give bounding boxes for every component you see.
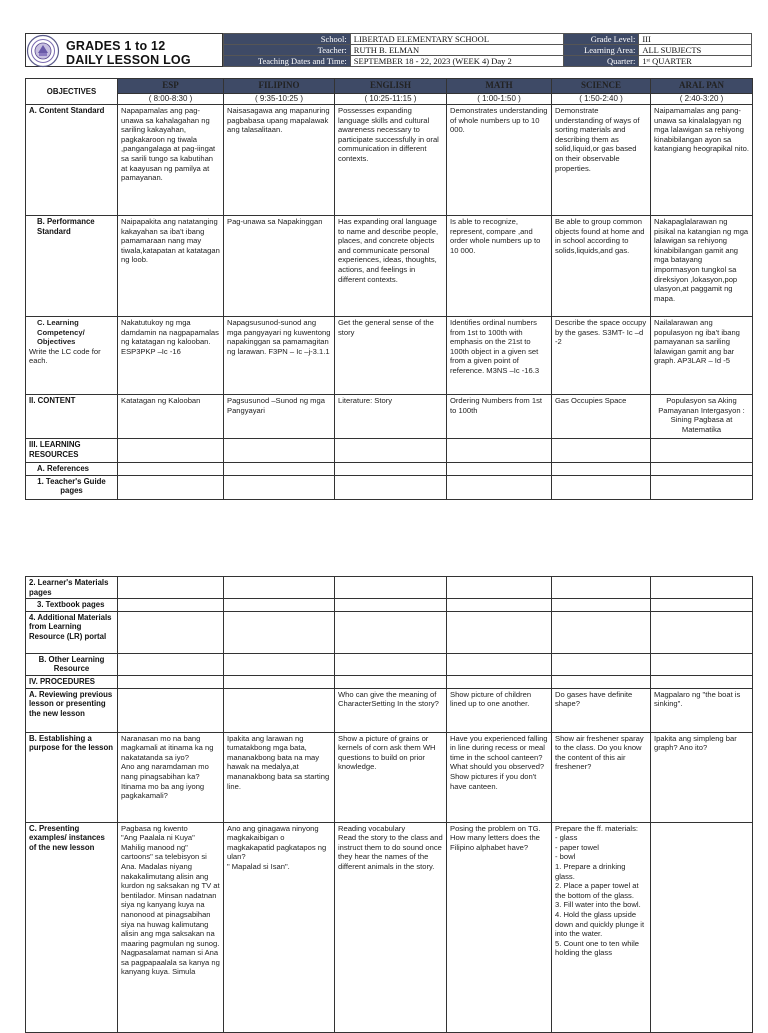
table-cell: Prepare the ff. materials: - glass - paper towel - bowl 1. Prepare a drinking glass. 2. Place a paper towel at the bottom of the glass. 3. Fill water into the bowl. 4. Hold the glass upside down and quickly plunge it into the water. 5. Count one to ten while holding the glass (552, 822, 651, 1032)
empty-cell (335, 653, 447, 675)
grade-level-label: Grade Level: (564, 34, 639, 45)
table-cell: Populasyon sa Aking Pamayanan Intergasyon : Sining Pagbasa at Matematika (651, 395, 753, 439)
empty-cell (447, 653, 552, 675)
row-label (26, 599, 118, 612)
learners-materials-row (26, 577, 753, 599)
row-label: A. Content Standard (26, 105, 118, 216)
empty-cell (224, 475, 335, 499)
table-cell: Identifies ordinal numbers from 1st to 100th with emphasis on the 21st to 100th object in a given set from a given point of reference. M3NS –Ic -16.3 (447, 317, 552, 395)
table-cell: Naipamamalas ang pang-unawa sa kinalalagyan ng mga lalawigan sa rehiyong kinabibilangan ayon sa katangiang heograpikal nito. (651, 105, 753, 216)
teaching-dates-label: Teaching Dates and Time: (224, 56, 351, 67)
empty-cell (118, 439, 224, 463)
empty-cell (651, 439, 753, 463)
content-standard-row (26, 105, 753, 216)
empty-cell (118, 611, 224, 653)
competency-row (26, 317, 753, 395)
empty-cell (224, 611, 335, 653)
table-cell: Ipakita ang simpleng bar graph? Ano ito? (651, 732, 753, 822)
performance-standard-row (26, 216, 753, 317)
empty-cell (651, 475, 753, 499)
references-row (26, 463, 753, 476)
row-label (26, 317, 118, 395)
empty-cell (118, 475, 224, 499)
table-cell: Get the general sense of the story (335, 317, 447, 395)
empty-cell (447, 463, 552, 476)
row-label: C. Presenting examples/ instances of the new lesson (26, 822, 118, 1032)
empty-cell (224, 577, 335, 599)
table-cell: Napagsusunod-sunod ang mga pangyayari ng kuwentong napakinggan sa pamamagitan ng larawan. F3PN – Ic –j-3.1.1 (224, 317, 335, 395)
table-cell (118, 688, 224, 732)
time-aral-pan: ( 2:40-3:20 ) (651, 94, 753, 105)
table-cell: Nailalarawan ang populasyon ng iba't ibang pamayanan sa sariling lalawigan gamit ang bar graph. AP3LAR – Id -5 (651, 317, 753, 395)
other-resources-row (26, 653, 753, 675)
objectives-header: OBJECTIVES (26, 79, 118, 105)
school-value: LIBERTAD ELEMENTARY SCHOOL (350, 34, 564, 45)
table-cell: Naipapakita ang natatanging kakayahan sa iba't ibang pamamaraan nang may tiwala,katapatan at katatagan ng loob. (118, 216, 224, 317)
row-label: II. CONTENT (26, 395, 118, 439)
empty-cell (552, 463, 651, 476)
empty-cell (224, 675, 335, 688)
table-cell: Pagbasa ng kwento "Ang Paalala ni Kuya" Mahilig manood ng" cartoons" sa telebisyon si Ana. Madalas niyang nakakalimutang alisin ang kurdon ng saksakan ng TV at bentilador. Minsan nadatnan siya ng kanyang kuya na nanonood at pinagsabihan siya na huwag kalimutang alisin ang mga saksakan na maaring pagmulan ng sunog. Nagpasalamat naman si Ana sa pagpapaalala sa kanya ng kanyang kuya. Simula (118, 822, 224, 1032)
empty-cell (224, 599, 335, 612)
subject-esp: ESP (118, 79, 224, 94)
table-cell: Demonstrates understanding of whole numbers up to 10 000. (447, 105, 552, 216)
title-grades: GRADES 1 to 12 (66, 39, 166, 53)
deped-seal-icon (26, 34, 60, 68)
empty-cell (118, 653, 224, 675)
table-cell (224, 688, 335, 732)
empty-cell (224, 439, 335, 463)
time-filipino: ( 9:35-10:25 ) (224, 94, 335, 105)
empty-cell (335, 577, 447, 599)
quarter-value: 1ˢᵗ QUARTER (639, 56, 752, 67)
presenting-examples-row (26, 822, 753, 1032)
table-cell: Reading vocabulary Read the story to the class and instruct them to do sound once they hear the names of the different animals in the story. (335, 822, 447, 1032)
table-cell: Show a picture of grains or kernels of corn ask them WH questions to build on prior knowledge. (335, 732, 447, 822)
subject-math: MATH (447, 79, 552, 94)
table-cell: Posing the problem on TG. How many letters does the Filipino alphabet have? (447, 822, 552, 1032)
empty-cell (552, 475, 651, 499)
table-cell: Who can give the meaning of CharacterSetting In the story? (335, 688, 447, 732)
empty-cell (335, 599, 447, 612)
table-cell: Show air freshener sparay to the class. Do you know the content of this air freshener? (552, 732, 651, 822)
title-box (25, 33, 223, 67)
empty-cell (651, 675, 753, 688)
row-label: B. Other Learning Resource (26, 653, 118, 675)
table-cell: Gas Occupies Space (552, 395, 651, 439)
table-cell: Do gases have definite shape? (552, 688, 651, 732)
lc-code-note: Write the LC code for each. (29, 346, 101, 366)
empty-cell (447, 675, 552, 688)
time-english: ( 10:25-11:15 ) (335, 94, 447, 105)
teacher-label: Teacher: (224, 45, 351, 56)
table-cell: Nakatutukoy ng mga damdamin na nagpapamalas ng katatagan ng kalooban. ESP3PKP –Ic -16 (118, 317, 224, 395)
learning-area-value: ALL SUBJECTS (639, 45, 752, 56)
teachers-guide-row (26, 475, 753, 499)
empty-cell (651, 653, 753, 675)
empty-cell (335, 439, 447, 463)
teaching-dates-value: SEPTEMBER 18 - 22, 2023 (WEEK 4) Day 2 (350, 56, 564, 67)
row-label: A. Reviewing previous lesson or presenting the new lesson (26, 688, 118, 732)
empty-cell (447, 439, 552, 463)
row-label (26, 216, 118, 317)
establishing-purpose-row (26, 732, 753, 822)
table-cell: Show picture of children lined up to one another. (447, 688, 552, 732)
empty-cell (552, 577, 651, 599)
empty-cell (447, 475, 552, 499)
subject-science: SCIENCE (552, 79, 651, 94)
row-label-text: 3. Textbook pages (37, 600, 105, 610)
time-esp: ( 8:00-8:30 ) (118, 94, 224, 105)
row-label: IV. PROCEDURES (26, 675, 118, 688)
table-cell: Ano ang ginagawa ninyong magkakaibigan o magkakapatid pagkatapos ng ulan? " Mapalad si Isan". (224, 822, 335, 1032)
table-cell: Napapamalas ang pag-unawa sa kahalagahan ng sariling kakayahan, pagkakaroon ng tiwala ,pangangalaga at pag-iingat sa sarili tungo sa kabutihan at kaayusan ng pamilya at pamayanan. (118, 105, 224, 216)
table-cell: Literature: Story (335, 395, 447, 439)
learning-resources-row (26, 439, 753, 463)
title-daily-lesson-log: DAILY LESSON LOG (66, 53, 191, 67)
time-row (26, 94, 753, 105)
row-label-text: A. References (37, 464, 90, 473)
empty-cell (651, 463, 753, 476)
empty-cell (651, 599, 753, 612)
lesson-table-page-2 (25, 576, 753, 1033)
row-label-text: C. Learning Competency/ Objectives (37, 318, 85, 347)
table-cell: Is able to recognize, represent, compare ,and order whole numbers up to 10 000. (447, 216, 552, 317)
table-cell: Pagsusunod –Sunod ng mga Pangyayari (224, 395, 335, 439)
empty-cell (447, 611, 552, 653)
empty-cell (118, 599, 224, 612)
subject-header-row (26, 79, 753, 94)
table-cell: Ordering Numbers from 1st to 100th (447, 395, 552, 439)
table-cell: Have you experienced falling in line during recess or meal time in the school canteen?What should you observed? Show pictures if you don't have canteen. (447, 732, 552, 822)
time-math: ( 1:00-1:50 ) (447, 94, 552, 105)
subject-filipino: FILIPINO (224, 79, 335, 94)
time-science: ( 1:50-2:40 ) (552, 94, 651, 105)
empty-cell (552, 439, 651, 463)
subject-aral-pan: ARAL PAN (651, 79, 753, 94)
row-label: III. LEARNING RESOURCES (26, 439, 118, 463)
table-cell: Describe the space occupy by the gases. S3MT- Ic –d -2 (552, 317, 651, 395)
table-cell: Naisasagawa ang mapanuring pagbabasa upang mapalawak ang talasalitaan. (224, 105, 335, 216)
empty-cell (651, 611, 753, 653)
learning-area-label: Learning Area: (564, 45, 639, 56)
empty-cell (118, 463, 224, 476)
additional-materials-row (26, 611, 753, 653)
grade-level-value: III (639, 34, 752, 45)
empty-cell (224, 653, 335, 675)
empty-cell (447, 577, 552, 599)
table-cell: Katatagan ng Kalooban (118, 395, 224, 439)
table-cell: Be able to group common objects found at home and in school according to solids,liquids,and gas. (552, 216, 651, 317)
empty-cell (447, 599, 552, 612)
empty-cell (224, 463, 335, 476)
empty-cell (552, 599, 651, 612)
row-label: B. Establishing a purpose for the lesson (26, 732, 118, 822)
table-cell (651, 822, 753, 1032)
table-cell: Naranasan mo na bang magkamali at itinama ka ng nakatatanda sa iyo? Ano ang naramdaman mo nang pinagsabihan ka? Itinama mo ba ang iyong pagkakamali? (118, 732, 224, 822)
empty-cell (118, 577, 224, 599)
empty-cell (118, 675, 224, 688)
row-label-text: B. Performance Standard (37, 217, 95, 236)
quarter-label: Quarter: (564, 56, 639, 67)
empty-cell (335, 611, 447, 653)
empty-cell (552, 653, 651, 675)
table-cell: Demonstrate understanding of ways of sorting materials and describing them as solid,liquid,or gas based on their observable properties. (552, 105, 651, 216)
table-cell: Magpalaro ng "the boat is sinking". (651, 688, 753, 732)
textbook-row (26, 599, 753, 612)
empty-cell (335, 475, 447, 499)
procedures-row (26, 675, 753, 688)
empty-cell (552, 611, 651, 653)
empty-cell (335, 463, 447, 476)
table-cell: Possesses expanding language skills and cultural awareness necessary to participate successfully in oral communication in different contexts. (335, 105, 447, 216)
table-cell: Has expanding oral language to name and describe people, places, and concrete objects and communicate personal experiences, ideas, thoughts, actions, and feelings in different contexts. (335, 216, 447, 317)
table-cell: Ipakita ang larawan ng tumatakbong mga bata, mananakbong bata na may hawak na medalya,at mananakbong bata sa starting line. (224, 732, 335, 822)
row-label: 2. Learner's Materials pages (26, 577, 118, 599)
empty-cell (552, 675, 651, 688)
row-label (26, 463, 118, 476)
row-label: 1. Teacher's Guide pages (26, 475, 118, 499)
lesson-table-page-1 (25, 78, 753, 500)
reviewing-row (26, 688, 753, 732)
empty-cell (651, 577, 753, 599)
teacher-value: RUTH B. ELMAN (350, 45, 564, 56)
content-row (26, 395, 753, 439)
table-cell: Pag-unawa sa Napakinggan (224, 216, 335, 317)
lesson-log-header (25, 33, 752, 68)
school-label: School: (224, 34, 351, 45)
header-info-grid (223, 33, 752, 67)
row-label: 4. Additional Materials from Learning Resource (LR) portal (26, 611, 118, 653)
subject-english: ENGLISH (335, 79, 447, 94)
table-cell: Nakapaglalarawan ng pisikal na katangian ng mga lalawigan sa rehiyong kinabibilangan gamit ang mga batayang impormasyon tungkol sa direksiyon ,lokasyon,pop ulasyon,at paggamit ng mapa. (651, 216, 753, 317)
empty-cell (335, 675, 447, 688)
